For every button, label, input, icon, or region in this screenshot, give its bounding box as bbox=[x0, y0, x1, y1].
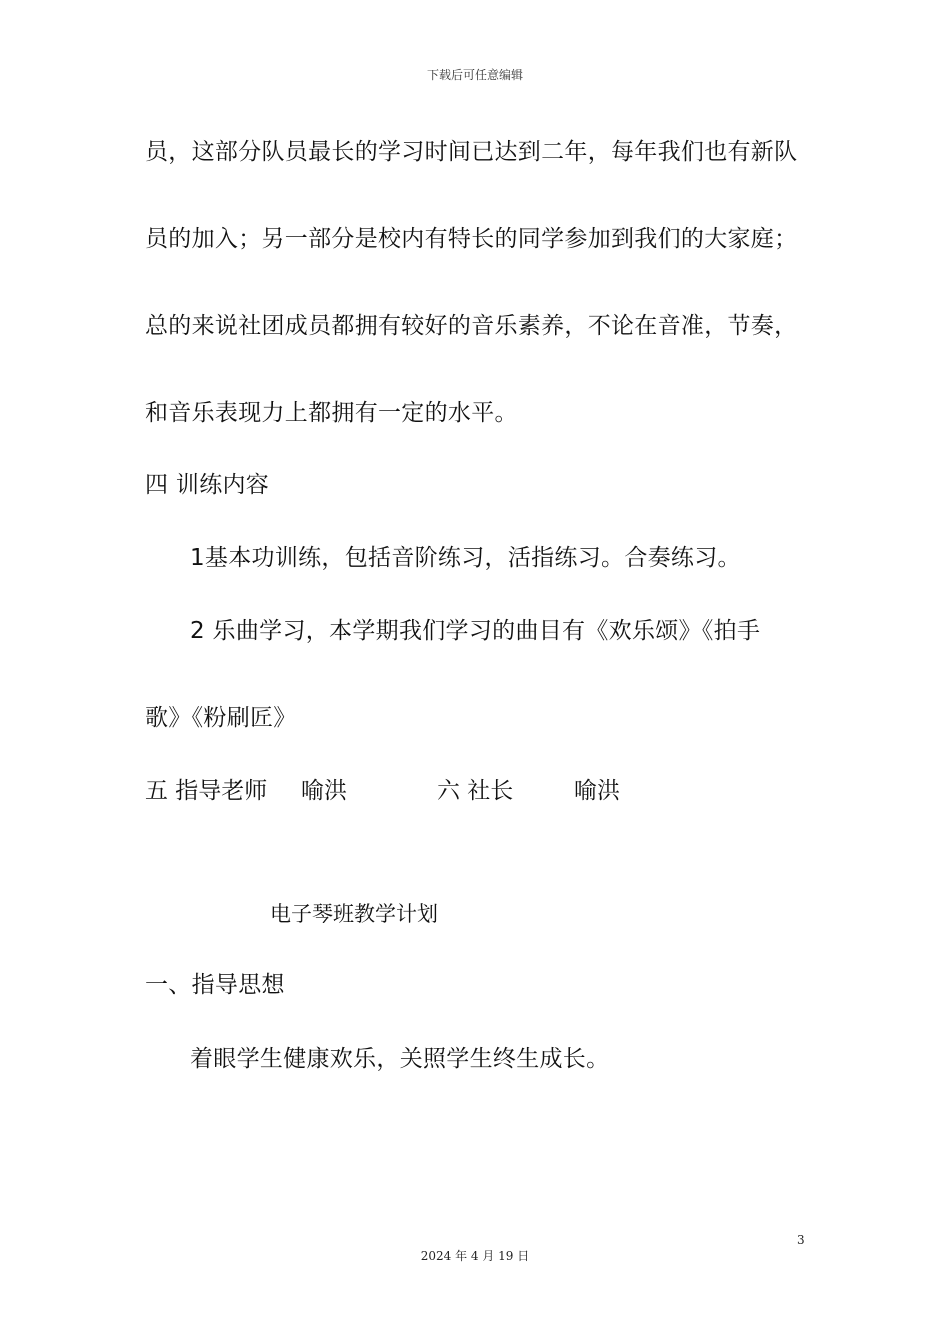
section-four-item-2: 2 乐曲学习，本学期我们学习的曲目有《欢乐颂》《拍手 bbox=[190, 618, 761, 644]
section-four-heading: 四 训练内容 bbox=[145, 472, 270, 498]
page-header-note: 下载后可任意编辑 bbox=[426, 68, 523, 82]
page-number: 3 bbox=[797, 1233, 805, 1247]
section-four-item-1: 1基本功训练，包括音阶练习，活指练习。合奏练习。 bbox=[190, 545, 741, 571]
instructor-name: 喻洪 bbox=[301, 778, 347, 804]
plan-title: 电子琴班教学计划 bbox=[270, 902, 438, 926]
guiding-principle-heading: 一、指导思想 bbox=[145, 972, 285, 998]
president-label: 六 社长 bbox=[437, 778, 514, 804]
paragraph-line-2: 员的加入；另一部分是校内有特长的同学参加到我们的大家庭； bbox=[145, 226, 798, 252]
page-footer-date: 2024 年 4 月 19 日 bbox=[420, 1249, 530, 1263]
guiding-principle-text: 着眼学生健康欢乐，关照学生终生成长。 bbox=[190, 1046, 610, 1072]
section-four-item-2-continued: 歌》《粉刷匠》 bbox=[145, 705, 297, 731]
president-name: 喻洪 bbox=[574, 778, 620, 804]
instructor-label: 五 指导老师 bbox=[145, 778, 268, 804]
paragraph-line-4: 和音乐表现力上都拥有一定的水平。 bbox=[145, 400, 518, 426]
paragraph-line-3: 总的来说社团成员都拥有较好的音乐素养，不论在音准，节奏， bbox=[145, 313, 798, 339]
paragraph-line-1: 员，这部分队员最长的学习时间已达到二年，每年我们也有新队 bbox=[145, 139, 798, 165]
